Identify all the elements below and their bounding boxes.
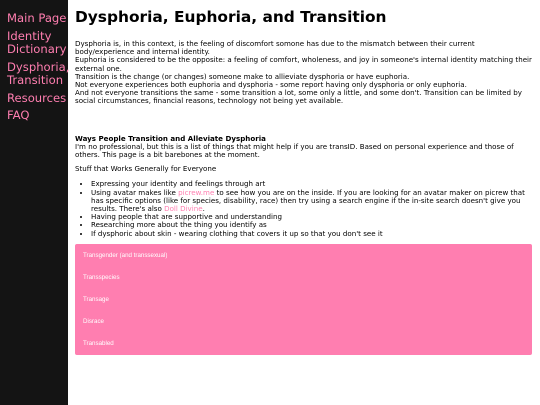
list-item-text: Using avatar makes like <box>91 187 179 197</box>
tips-list <box>75 180 532 237</box>
intro-text <box>75 40 532 106</box>
nav-faq-label: FAQ <box>7 108 30 122</box>
list-item-text: If dysphoric about skin - wearing clothing that covers it up so that you don't see it <box>91 228 383 238</box>
nav-identity-dictionary-label-line1: Identity <box>7 28 52 43</box>
category-transgender[interactable]: Transgender (and transsexual) <box>83 251 168 259</box>
intro-paragraph: Transition is the change (or changes) someone make to allieviate dysphoria or have euphoria. <box>75 71 410 81</box>
list-item-text: to see how you are on the inside. If you are looking for an avatar maker on picrew that has specific options (like for species, disability, race) then try using a search engine if the in-site search doesn't give you results. There's also <box>91 187 525 214</box>
nav-faq[interactable] <box>0 109 68 123</box>
category-transspecies[interactable]: Transspecies <box>83 273 120 281</box>
nav-resources-label: Resources <box>7 90 67 105</box>
picrew-link[interactable]: picrew.me <box>178 187 215 197</box>
nav-resources[interactable] <box>0 92 68 106</box>
intro-paragraph: And not everyone transitions the same - some transition a lot, some only a little, and some don't. Transition can be limited by social circumstances, financial reasons, technology not being yet available. <box>75 88 522 106</box>
nav-dysphoria-transition-label-line1: Dysphoria, <box>7 59 70 74</box>
stuff-heading: Stuff that Works Generally for Everyone <box>75 164 217 174</box>
category-transage[interactable]: Transage <box>83 295 109 303</box>
categories-panel <box>75 244 532 355</box>
intro-paragraph: Euphoria is considered to be the opposite: a feeling of comfort, wholeness, and joy in someone's internal identity matching their external one. <box>75 55 532 73</box>
list-item-text: Researching more about the thing you identify as <box>91 220 267 230</box>
category-transabled[interactable]: Transabled <box>83 339 114 347</box>
category-disrace[interactable]: Disrace <box>83 317 104 325</box>
main-content <box>75 0 532 355</box>
sidebar-nav <box>0 0 68 405</box>
doll-divine-link[interactable]: Doll Divine <box>164 204 203 214</box>
nav-main-page-label: Main Page <box>7 11 67 25</box>
page-title: Dysphoria, Euphoria, and Transition <box>75 8 387 26</box>
nav-identity-dictionary[interactable] <box>0 30 68 57</box>
nav-dysphoria-transition[interactable] <box>0 61 68 88</box>
nav-dysphoria-transition-label-line2: Transition <box>7 73 64 87</box>
nav-identity-dictionary-label-line2: Dictionary <box>7 42 67 56</box>
list-item <box>91 189 532 214</box>
list-item-text: . <box>202 204 205 214</box>
list-item-text: Expressing your identity and feelings through art <box>91 179 266 189</box>
nav-main-page[interactable] <box>0 12 68 26</box>
section-title: Ways People Transition and Alleviate Dysphoria <box>75 133 266 143</box>
list-item-text: Having people that are supportive and understanding <box>91 212 282 222</box>
intro-paragraph: Not everyone experiences both euphoria and dysphoria - some report having only dysphoria or only euphoria. <box>75 80 467 90</box>
list-item <box>91 230 532 238</box>
intro-paragraph: Dysphoria is, in this context, is the feeling of discomfort somone has due to the mismatch between their current body/experience and internal identity. <box>75 39 475 57</box>
section-description: I'm no professional, but this is a list of things that might help if you are transID. Based on personal experience and those of others. This page is a bit barebones at the moment. <box>75 141 514 160</box>
